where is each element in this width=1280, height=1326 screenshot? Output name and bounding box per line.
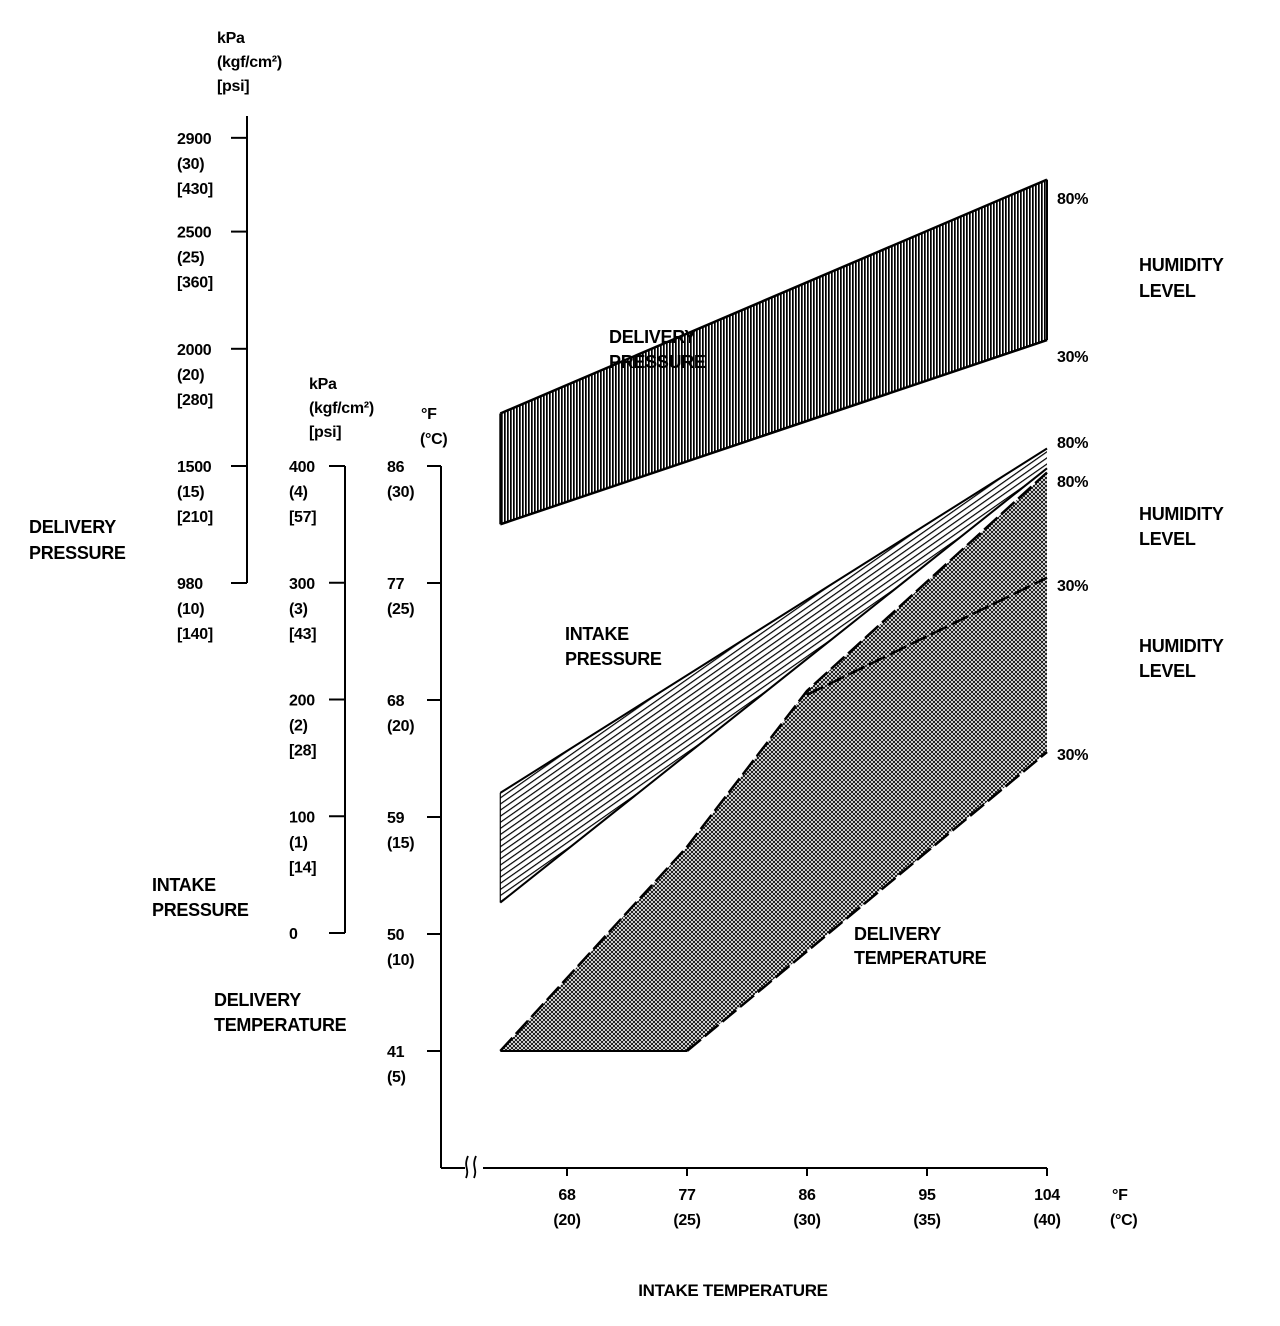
dp-title-line1: DELIVERY	[29, 517, 116, 537]
dp-tick-label-psi: [140]	[177, 626, 213, 643]
dt-30-label: 30%	[1057, 747, 1089, 764]
ip-tick-label-kpa: 400	[289, 459, 315, 476]
hl3-line2: LEVEL	[1139, 661, 1196, 681]
dt-title-line2: TEMPERATURE	[214, 1015, 347, 1035]
dp-tick-label-kgf: (15)	[177, 484, 205, 501]
ip-unit-kpa: kPa	[309, 376, 337, 393]
ip-tick-label-psi: [14]	[289, 859, 317, 877]
x-axis-ticks	[553, 1168, 1060, 1229]
x-unit-f: °F	[1112, 1187, 1128, 1204]
ip-unit-psi: [psi]	[309, 424, 342, 441]
x-tick-label-f: 95	[918, 1187, 936, 1204]
ip-title-line2: PRESSURE	[152, 900, 249, 920]
hl2-line2: LEVEL	[1139, 529, 1196, 549]
intake-pressure-units	[309, 376, 374, 441]
ip-title-line1: INTAKE	[152, 875, 216, 895]
dp-tick-label-kpa: 2000	[177, 341, 212, 359]
dt-tick-label-f: 50	[387, 927, 405, 944]
dp-tick-label-kgf: (30)	[177, 155, 205, 173]
dt-title-line1: DELIVERY	[214, 990, 301, 1010]
dp-30-label: 30%	[1057, 349, 1089, 366]
band-dp-title-line2: PRESSURE	[609, 352, 706, 372]
x-axis-title: INTAKE TEMPERATURE	[638, 1281, 828, 1300]
dp-tick-label-kgf: (10)	[177, 601, 205, 618]
band-title-intake-pressure	[565, 624, 662, 669]
ip-tick-label-psi: [43]	[289, 625, 317, 643]
band-title-delivery-temperature	[854, 924, 987, 968]
band-dt-title-line1: DELIVERY	[854, 924, 941, 944]
delivery-temperature-axis-title	[214, 990, 347, 1035]
humidity-bands	[500, 180, 1047, 1051]
ip-unit-kgf: (kgf/cm²)	[309, 400, 374, 417]
dt-tick-label-c: (5)	[387, 1069, 406, 1086]
band-ip-title-line1: INTAKE	[565, 624, 629, 644]
humidity-level-label-middle	[1139, 504, 1224, 549]
dt-80-label: 80%	[1057, 474, 1089, 491]
ip-tick-label-kgf: (2)	[289, 717, 308, 735]
ip-tick-label-kgf: (3)	[289, 600, 308, 618]
dp-tick-label-kpa: 980	[177, 576, 203, 593]
dt-tick-label-c: (15)	[387, 835, 415, 852]
ip-tick-label-kpa: 300	[289, 575, 315, 593]
dp-tick-label-kgf: (25)	[177, 249, 205, 267]
delivery-pressure-band	[500, 180, 1047, 525]
delivery-pressure-axis-title	[29, 517, 126, 563]
dt-tick-label-c: (25)	[387, 601, 415, 618]
x-unit-c: (°C)	[1110, 1212, 1138, 1229]
dt-unit-c: (°C)	[420, 431, 448, 448]
delivery-pressure-scale	[177, 116, 247, 643]
dp-tick-label-kgf: (20)	[177, 366, 205, 384]
intake-pressure-axis-title	[152, 875, 249, 920]
dt-tick-label-c: (20)	[387, 718, 415, 735]
ip-80-label: 80%	[1057, 435, 1089, 452]
x-tick-label-f: 68	[558, 1187, 576, 1204]
hl1-line2: LEVEL	[1139, 281, 1196, 301]
humidity-level-label-bottom	[1139, 636, 1224, 681]
dp-unit-psi: [psi]	[217, 78, 250, 95]
hl2-line1: HUMIDITY	[1139, 504, 1224, 524]
dt-tick-label-f: 59	[387, 810, 405, 827]
dp-tick-label-kpa: 2500	[177, 224, 212, 242]
dp-tick-label-psi: [360]	[177, 274, 213, 292]
x-tick-label-c: (20)	[553, 1212, 581, 1229]
dp-unit-kgf: (kgf/cm²)	[217, 54, 282, 71]
x-tick-label-f: 77	[678, 1187, 696, 1204]
dt-tick-label-c: (10)	[387, 952, 415, 969]
dp-tick-label-psi: [280]	[177, 391, 213, 409]
x-tick-label-c: (30)	[793, 1212, 821, 1229]
dp-tick-label-psi: [210]	[177, 509, 213, 526]
intake-pressure-scale	[289, 459, 345, 943]
dp-title-line2: PRESSURE	[29, 543, 126, 563]
ip-tick-label-psi: [57]	[289, 509, 317, 526]
humidity-level-label-top	[1139, 255, 1224, 301]
delivery-temperature-scale	[387, 459, 441, 1086]
dt-tick-label-f: 68	[387, 693, 405, 710]
dp-tick-label-kpa: 2900	[177, 130, 212, 148]
delivery-temperature-units	[420, 406, 447, 448]
ip-tick-label-kpa: 0	[289, 926, 298, 943]
dt-tick-label-c: (30)	[387, 484, 415, 501]
dp-80-label: 80%	[1057, 191, 1089, 208]
dt-unit-f: °F	[421, 406, 437, 423]
band-ip-title-line2: PRESSURE	[565, 649, 662, 669]
ip-tick-label-kgf: (1)	[289, 834, 308, 852]
ip-tick-label-psi: [28]	[289, 742, 317, 760]
band-dp-title-line1: DELIVERY	[609, 327, 696, 347]
dt-tick-label-f: 86	[387, 459, 405, 476]
dp-tick-label-kpa: 1500	[177, 459, 212, 476]
delivery-pressure-units	[217, 30, 282, 95]
x-tick-label-f: 104	[1034, 1187, 1060, 1204]
ip-tick-label-kgf: (4)	[289, 484, 308, 501]
ip-tick-label-kpa: 100	[289, 809, 315, 827]
x-tick-label-f: 86	[798, 1187, 816, 1204]
ip-tick-label-kpa: 200	[289, 692, 315, 710]
hl3-line1: HUMIDITY	[1139, 636, 1224, 656]
dp-tick-label-psi: [430]	[177, 180, 213, 198]
ip-30-label: 30%	[1057, 578, 1089, 595]
axis-break-mark	[466, 1156, 476, 1178]
dp-unit-kpa: kPa	[217, 30, 245, 47]
x-tick-label-c: (25)	[673, 1212, 701, 1229]
dt-tick-label-f: 77	[387, 576, 405, 593]
hl1-line1: HUMIDITY	[1139, 255, 1224, 275]
band-dt-title-line2: TEMPERATURE	[854, 948, 987, 968]
humidity-percent-labels	[1057, 191, 1088, 764]
dt-tick-label-f: 41	[387, 1044, 405, 1061]
x-axis-unit-label	[1110, 1187, 1137, 1229]
x-tick-label-c: (35)	[913, 1212, 941, 1229]
x-tick-label-c: (40)	[1033, 1212, 1061, 1229]
